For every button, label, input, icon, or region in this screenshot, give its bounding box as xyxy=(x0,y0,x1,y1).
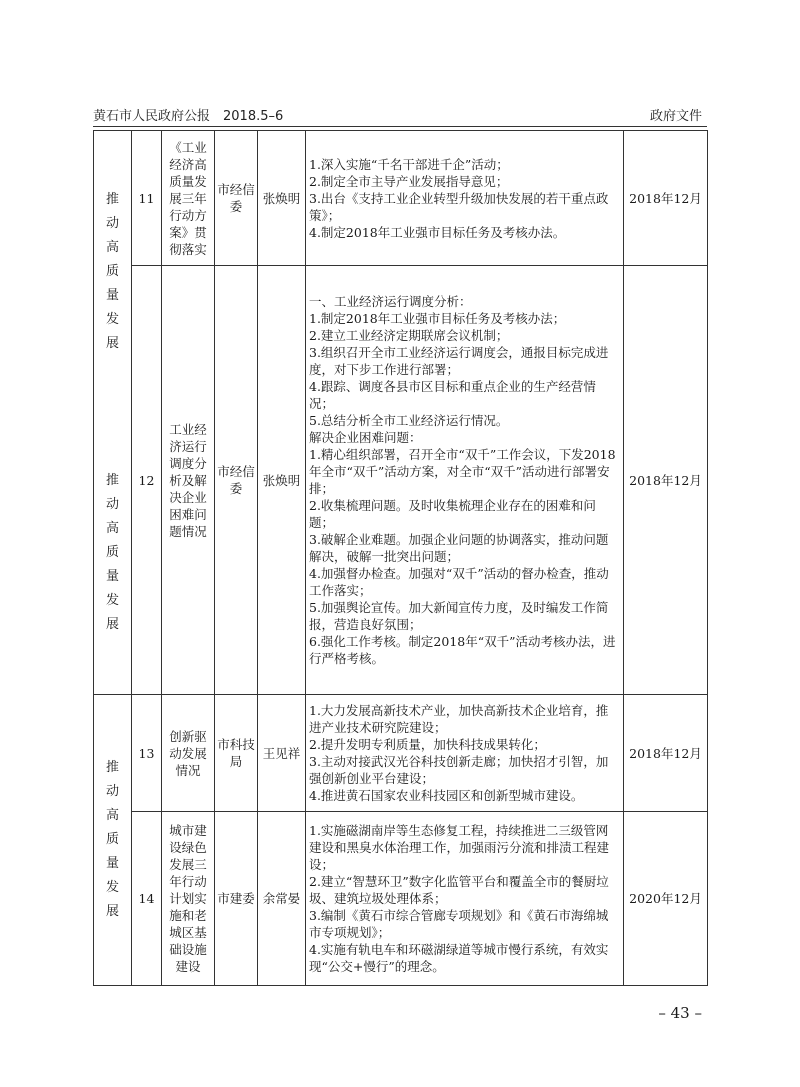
header-divider xyxy=(93,126,707,127)
task-item: 2.提升发明专利质量，加快科技成果转化； xyxy=(309,737,546,752)
task-item: 4.加强督办检查。加强对“双千”活动的督办检查，推动工作落实； xyxy=(309,566,609,599)
responsible-person: 王见祥 xyxy=(258,695,306,812)
task-list xyxy=(306,695,624,812)
task-item: 2.建立“智慧环卫”数字化监管平台和覆盖全市的餐厨垃圾、建筑垃圾处理体系； xyxy=(309,874,609,906)
section-label: 政府文件 xyxy=(649,109,702,124)
task-item: 3.编制《黄石市综合管廊专项规划》和《黄石市海绵城市专项规划》； xyxy=(309,908,609,940)
task-item: 1.大力发展高新技术产业，加快高新技术企业培育，推进产业技术研究院建设； xyxy=(309,703,609,735)
task-item: 5.加强舆论宣传。加大新闻宣传力度，及时编发工作简报，营造良好氛围； xyxy=(309,600,609,633)
task-item: 2.收集梳理问题。及时收集梳理企业存在的困难和问题； xyxy=(309,498,596,531)
task-item: 3.主动对接武汉光谷科技创新走廊；加快招才引智，加强创新创业平台建设； xyxy=(309,754,609,786)
category-label: 推动高质量发展 xyxy=(105,191,119,351)
table-row xyxy=(94,695,708,812)
row-number: 12 xyxy=(132,266,162,695)
item-name: 《工业经济高质量发展三年行动方案》贯彻落实 xyxy=(162,131,215,266)
task-item: 5.总结分析全市工业经济运行情况。 xyxy=(309,413,509,429)
task-item: 3.破解企业难题。加强企业问题的协调落实，推动问题解决，破解一批突出问题； xyxy=(309,532,609,565)
task-item: 2.建立工业经济定期联席会议机制； xyxy=(309,328,509,344)
task-item: 6.强化工作考核。制定2018年“双千”活动考核办法，进行严格考核。 xyxy=(309,634,616,667)
item-name: 创新驱动发展情况 xyxy=(162,695,215,812)
gazette-title: 黄石市人民政府公报 2018.5–6 xyxy=(93,109,284,124)
task-table xyxy=(93,130,708,986)
category-label: 推动高质量发展 xyxy=(105,760,119,919)
deadline: 2018年12月 xyxy=(624,266,708,695)
task-item: 4.跟踪、调度各县市区目标和重点企业的生产经营情况； xyxy=(309,379,596,412)
task-item: 1.制定2018年工业强市目标任务及考核办法； xyxy=(309,311,566,327)
task-item: 4.实施有轨电车和环磁湖绿道等城市慢行系统，有效实现“公交+慢行”的理念。 xyxy=(309,942,609,974)
task-item: 3.组织召开全市工业经济运行调度会，通报目标完成进度，对下步工作进行部署； xyxy=(309,345,609,378)
task-item: 4.推进黄石国家农业科技园区和创新型城市建设。 xyxy=(309,788,584,803)
department: 市建委 xyxy=(215,812,258,986)
task-item: 一、工业经济运行调度分析： xyxy=(309,294,472,310)
department: 市科技局 xyxy=(215,695,258,812)
task-item: 解决企业困难问题： xyxy=(309,430,422,446)
row-number: 14 xyxy=(132,812,162,986)
task-item: 3.出台《支持工业企业转型升级加快发展的若干重点政策》； xyxy=(309,190,609,223)
task-item: 1.精心组织部署，召开全市“双千”工作会议，下发2018年全市“双千”活动方案，对全市“双千”活动进行部署安排； xyxy=(309,447,616,497)
task-item: 4.制定2018年工业强市目标任务及考核办法。 xyxy=(309,224,566,240)
department: 市经信委 xyxy=(215,131,258,266)
item-name: 城市建设绿色发展三年行动计划实施和老城区基础设施建设 xyxy=(162,812,215,986)
table-row xyxy=(94,812,708,986)
task-item: 1.实施磁湖南岸等生态修复工程，持续推进二三级管网建设和黑臭水体治理工作，加强雨污分流和排渍工程建设； xyxy=(309,823,610,872)
task-list xyxy=(306,131,624,266)
page-number: – 43 – xyxy=(658,1004,702,1022)
category-cell xyxy=(94,131,132,695)
responsible-person: 余常晏 xyxy=(258,812,306,986)
responsible-person: 张焕明 xyxy=(258,131,306,266)
category-label: 推动高质量发展 xyxy=(105,473,119,633)
item-name: 工业经济运行调度分析及解决企业困难问题情况 xyxy=(162,266,215,695)
category-cell xyxy=(94,695,132,986)
table-row xyxy=(94,131,708,266)
deadline: 2020年12月 xyxy=(624,812,708,986)
task-list xyxy=(306,812,624,986)
task-item: 1.深入实施“千名干部进千企”活动； xyxy=(309,156,509,172)
row-number: 13 xyxy=(132,695,162,812)
department: 市经信委 xyxy=(215,266,258,695)
row-number: 11 xyxy=(132,131,162,266)
table-row xyxy=(94,266,708,695)
responsible-person: 张焕明 xyxy=(258,266,306,695)
task-item: 2.制定全市主导产业发展指导意见； xyxy=(309,173,509,189)
deadline: 2018年12月 xyxy=(624,131,708,266)
deadline: 2018年12月 xyxy=(624,695,708,812)
task-list xyxy=(306,266,624,695)
